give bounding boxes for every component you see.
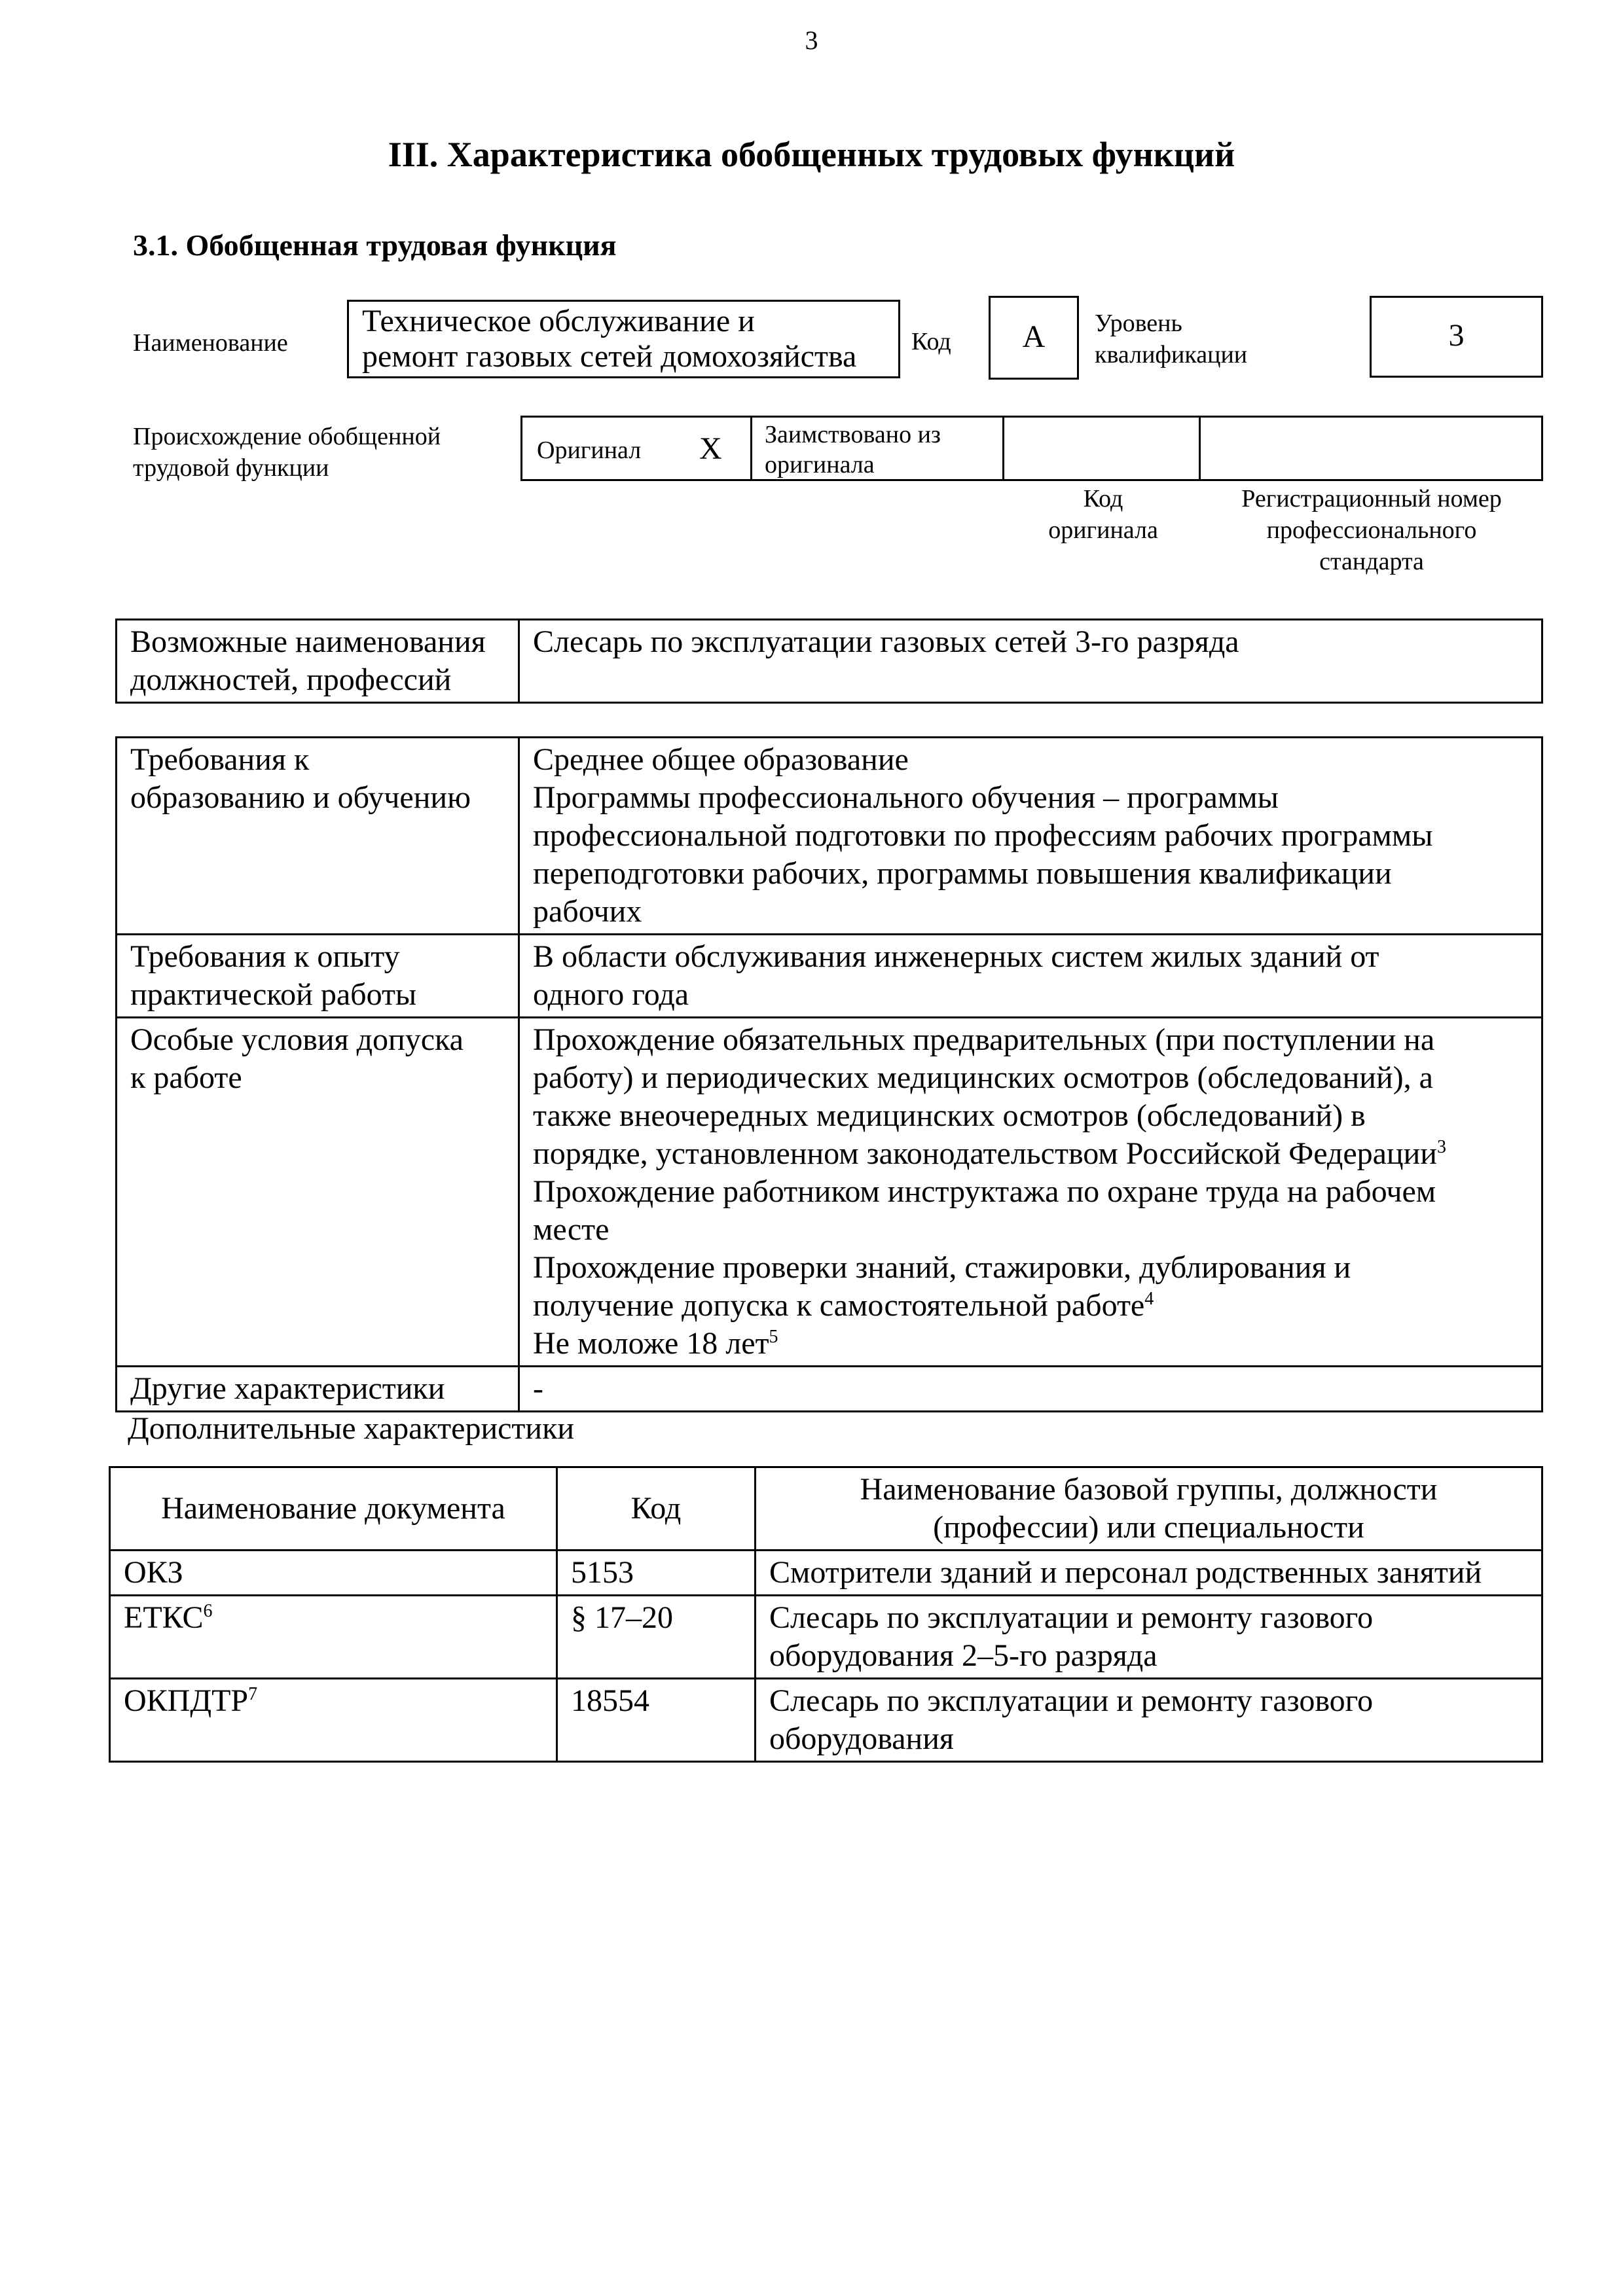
origin-label-line2: трудовой функции: [133, 454, 329, 482]
function-name-line1: Техническое обслуживание и: [362, 304, 755, 338]
additional-table: [109, 1466, 1543, 1763]
level-box: [1370, 296, 1543, 378]
caption-code-line2: оригинала: [1048, 516, 1158, 544]
table-row: [110, 1551, 1542, 1596]
conditions-label-cell: [117, 1018, 519, 1367]
other-label: Другие характеристики: [130, 1371, 445, 1406]
education-line3: профессиональной подготовки по профессиям рабочих программы: [533, 818, 1433, 853]
conditions-line1: Прохождение обязательных предварительных (при поступлении на: [533, 1022, 1435, 1057]
row-name-cell: [756, 1679, 1542, 1762]
origin-divider-3: [1199, 418, 1201, 479]
row-doc: ЕТКС: [124, 1600, 204, 1635]
original-label: Оригинал: [537, 437, 642, 464]
conditions-line9-wrap: [533, 1325, 1528, 1363]
borrowed-line1: Заимствовано из: [765, 421, 941, 448]
col-doc-header: Наименование документа: [161, 1491, 505, 1526]
other-value-cell: [519, 1367, 1542, 1412]
conditions-label-line1: Особые условия допуска: [130, 1022, 464, 1057]
header-doc-cell: [110, 1467, 557, 1551]
col-name-header-line2: (профессии) или специальности: [933, 1510, 1364, 1545]
row-name-line2: оборудования: [769, 1721, 954, 1756]
experience-label-line1: Требования к опыту: [130, 939, 400, 974]
level-label-line1: Уровень: [1095, 310, 1182, 337]
row-name-line2: оборудования 2–5-го разряда: [769, 1638, 1158, 1673]
table-row: [117, 935, 1542, 1018]
education-value-cell: [519, 738, 1542, 935]
positions-label-cell: [117, 620, 519, 703]
footnote-ref-5: 5: [769, 1327, 778, 1347]
caption-code-original: [1005, 483, 1201, 546]
conditions-line4: порядке, установленном законодательством Российской Федерации: [533, 1136, 1437, 1171]
code-value: А: [1022, 319, 1046, 354]
conditions-label-line2: к работе: [130, 1060, 242, 1095]
code-box: [989, 296, 1079, 380]
footnote-ref-3: 3: [1436, 1137, 1446, 1157]
conditions-line7: Прохождение проверки знаний, стажировки, дублирования и: [533, 1250, 1351, 1285]
caption-code-line1: Код: [1083, 485, 1123, 512]
col-code-header: Код: [630, 1491, 682, 1526]
education-label-line1: Требования к: [130, 742, 310, 777]
education-line4: переподготовки рабочих, программы повышения квалификации: [533, 856, 1392, 891]
row-doc-sup: 6: [203, 1601, 213, 1621]
row-name-cell: [756, 1551, 1542, 1596]
row-code-cell: [557, 1596, 756, 1679]
experience-line1: В области обслуживания инженерных систем жилых зданий от: [533, 939, 1379, 974]
row-doc-cell: [110, 1596, 557, 1679]
page-number: 3: [805, 26, 818, 55]
table-row: [117, 738, 1542, 935]
other-value: -: [533, 1371, 543, 1406]
row-code: § 17–20: [571, 1600, 673, 1635]
caption-reg-line1: Регистрационный номер: [1241, 485, 1502, 512]
row-doc: ОКПДТР: [124, 1683, 249, 1718]
conditions-line5: Прохождение работником инструктажа по охране труда на рабочем: [533, 1174, 1436, 1209]
section-title: III. Характеристика обобщенных трудовых функций: [388, 135, 1235, 174]
positions-label-line1: Возможные наименования: [130, 624, 486, 659]
origin-table: [520, 416, 1543, 481]
conditions-line8-wrap: [533, 1287, 1528, 1325]
row-code: 5153: [571, 1555, 634, 1590]
header-code-cell: [557, 1467, 756, 1551]
subsection-title: 3.1. Обобщенная трудовая функция: [133, 228, 617, 262]
origin-divider-2: [1002, 418, 1004, 479]
other-label-cell: [117, 1367, 519, 1412]
function-name-box: [347, 300, 900, 378]
table-row: [117, 1018, 1542, 1367]
experience-line2: одного года: [533, 977, 689, 1012]
caption-reg-line2: профессионального: [1266, 516, 1477, 544]
origin-divider-1: [750, 418, 752, 479]
row-name-line1: Слесарь по эксплуатации и ремонту газового: [769, 1683, 1374, 1718]
table-row: [117, 1367, 1542, 1412]
row-name-line1: Смотрители зданий и персонал родственных занятий: [769, 1555, 1482, 1590]
row-name-line1: Слесарь по эксплуатации и ремонту газового: [769, 1600, 1374, 1635]
additional-heading: Дополнительные характеристики: [128, 1411, 575, 1446]
education-label-cell: [117, 738, 519, 935]
row-doc-cell: [110, 1551, 557, 1596]
level-value: 3: [1448, 318, 1465, 353]
row-doc-cell: [110, 1679, 557, 1762]
conditions-value-cell: [519, 1018, 1542, 1367]
row-code-cell: [557, 1679, 756, 1762]
function-name-line2: ремонт газовых сетей домохозяйства: [362, 339, 857, 374]
positions-value: Слесарь по эксплуатации газовых сетей 3-го разряда: [533, 624, 1239, 659]
conditions-line4-wrap: [533, 1135, 1528, 1173]
row-code-cell: [557, 1551, 756, 1596]
col-name-header-line1: Наименование базовой группы, должности: [860, 1472, 1438, 1507]
education-line2: Программы профессионального обучения – программы: [533, 780, 1279, 815]
education-line1: Среднее общее образование: [533, 742, 909, 777]
caption-reg-line3: стандарта: [1319, 548, 1424, 575]
table-row: [110, 1596, 1542, 1679]
positions-table: [115, 619, 1543, 704]
origin-label-line1: Происхождение обобщенной: [133, 423, 441, 450]
table-row: [110, 1679, 1542, 1762]
caption-registration-number: [1201, 483, 1542, 577]
code-label: Код: [911, 328, 951, 355]
positions-label-line2: должностей, профессий: [130, 662, 452, 697]
experience-value-cell: [519, 935, 1542, 1018]
row-doc: ОКЗ: [124, 1555, 183, 1590]
conditions-line2: работу) и периодических медицинских осмотров (обследований), а: [533, 1060, 1433, 1095]
original-mark: X: [699, 431, 722, 466]
education-line5: рабочих: [533, 894, 642, 929]
conditions-line3: также внеочередных медицинских осмотров (обследований) в: [533, 1098, 1366, 1133]
table-row: [117, 620, 1542, 703]
level-label-line2: квалификации: [1095, 341, 1248, 368]
table-header-row: [110, 1467, 1542, 1551]
education-label-line2: образованию и обучению: [130, 780, 471, 815]
footnote-ref-4: 4: [1144, 1289, 1154, 1309]
conditions-line9: Не моложе 18 лет: [533, 1326, 769, 1361]
conditions-line8: получение допуска к самостоятельной работе: [533, 1288, 1145, 1323]
name-label: Наименование: [133, 329, 288, 357]
experience-label-line2: практической работы: [130, 977, 417, 1012]
header-name-cell: [756, 1467, 1542, 1551]
borrowed-line2: оригинала: [765, 451, 875, 478]
experience-label-cell: [117, 935, 519, 1018]
requirements-table: [115, 736, 1543, 1412]
row-doc-sup: 7: [248, 1684, 258, 1704]
row-name-cell: [756, 1596, 1542, 1679]
conditions-line6: месте: [533, 1212, 610, 1247]
row-code: 18554: [571, 1683, 649, 1718]
positions-value-cell: [519, 620, 1542, 703]
